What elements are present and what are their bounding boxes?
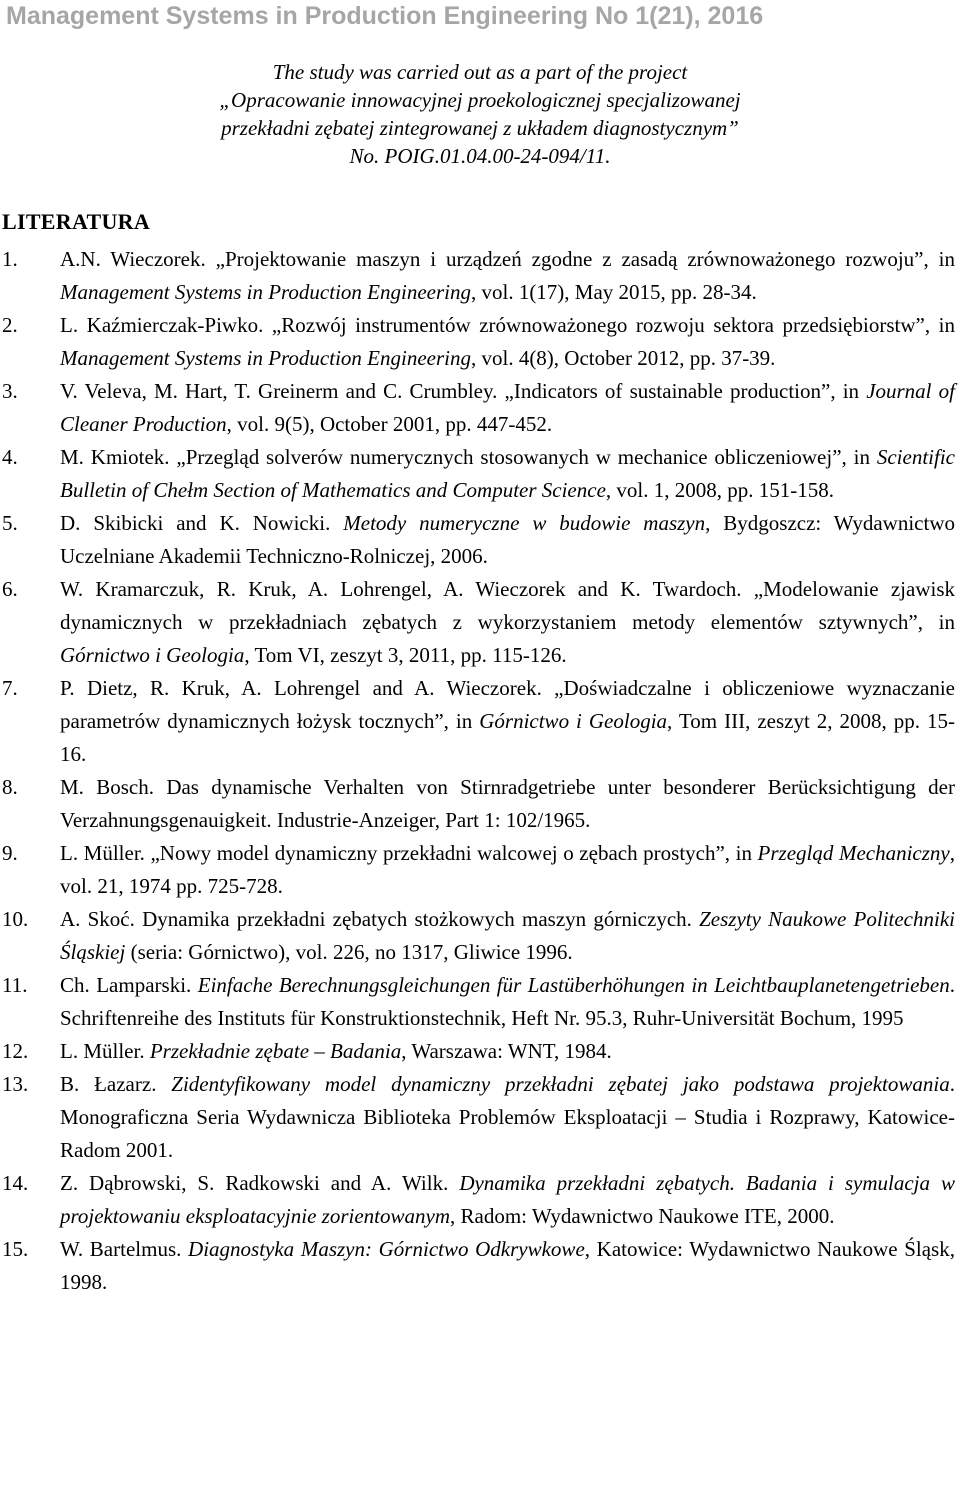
reference-source-title: Górnictwo i Geologia bbox=[479, 709, 668, 733]
reference-text bbox=[60, 672, 955, 771]
reference-text-segment: B. Łazarz. bbox=[60, 1072, 172, 1096]
reference-text-segment: Ch. Lamparski. bbox=[60, 973, 198, 997]
reference-text bbox=[60, 243, 955, 309]
reference-text bbox=[60, 1167, 955, 1233]
reference-text-segment: , vol. 4(8), October 2012, pp. 37-39. bbox=[470, 346, 776, 370]
reference-text-segment: , Tom III, zeszyt 2, 2008, pp. 15-16. bbox=[60, 709, 956, 766]
reference-text-segment: V. Veleva, M. Hart, T. Greinerm and C. Crumbley. „Indicators of sustainable production”, in bbox=[60, 379, 867, 403]
reference-source-title: Zeszyty Naukowe Politechniki Śląskiej bbox=[60, 907, 955, 964]
reference-text-segment: (seria: Górnictwo), vol. 226, no 1317, Gliwice 1996. bbox=[125, 940, 573, 964]
reference-source-title: Journal of Cleaner Production bbox=[60, 379, 955, 436]
reference-text-segment: M. Bosch. Das dynamische Verhalten von Stirnradgetriebe unter besonderer Berücksichtigung der Verzahnungsgenauigkeit. Industrie-Anzeiger, Part 1: 102/1965. bbox=[60, 775, 955, 832]
reference-item bbox=[2, 1068, 955, 1167]
reference-text-segment: . Monograficzna Seria Wydawnicza Biblioteka Problemów Eksploatacji – Studia i Rozprawy, Katowice-Radom 2001. bbox=[60, 1072, 955, 1162]
reference-item bbox=[2, 837, 955, 903]
reference-text bbox=[60, 903, 955, 969]
reference-source-title: Górnictwo i Geologia bbox=[60, 643, 245, 667]
reference-item bbox=[2, 243, 955, 309]
reference-text bbox=[60, 1035, 955, 1068]
reference-text bbox=[60, 441, 955, 507]
reference-number: 14. bbox=[2, 1171, 29, 1195]
reference-item bbox=[2, 771, 955, 837]
project-line: No. POIG.01.04.00-24-094/11. bbox=[349, 144, 611, 168]
reference-number: 1. bbox=[2, 247, 18, 271]
reference-text-segment: L. Müller. bbox=[60, 1039, 150, 1063]
reference-source-title: Management Systems in Production Engineering bbox=[60, 280, 471, 304]
reference-text-segment: W. Kramarczuk, R. Kruk, A. Lohrengel, A. Wieczorek and K. Twardoch. „Modelowanie zjawisk dynamicznych w przekładniach zębatych z wykorzystaniem metody elementów sztywnych”, in bbox=[60, 577, 955, 634]
reference-item bbox=[2, 903, 955, 969]
reference-text-segment: L. Kaźmierczak-Piwko. „Rozwój instrumentów zrównoważonego rozwoju sektora przedsiębiorstw”, in bbox=[60, 313, 955, 337]
reference-item bbox=[2, 309, 955, 375]
reference-item bbox=[2, 969, 955, 1035]
reference-text-segment: , Bydgoszcz: Wydawnictwo Uczelniane Akademii Techniczno-Rolniczej, 2006. bbox=[60, 511, 955, 568]
reference-number: 12. bbox=[2, 1039, 29, 1063]
reference-number: 7. bbox=[2, 676, 18, 700]
project-line: „Opracowanie innowacyjnej proekologicznej specjalizowanej bbox=[219, 88, 741, 112]
reference-number: 8. bbox=[2, 775, 18, 799]
reference-number: 2. bbox=[2, 313, 18, 337]
reference-source-title: Management Systems in Production Engineering bbox=[60, 346, 471, 370]
reference-source-title: Zidentyfikowany model dynamiczny przekładni zębatej jako podstawa projektowania bbox=[171, 1072, 950, 1096]
reference-source-title: Metody numeryczne w budowie maszyn bbox=[343, 511, 706, 535]
reference-list bbox=[2, 243, 955, 1299]
reference-text-segment: , Radom: Wydawnictwo Naukowe ITE, 2000. bbox=[450, 1204, 835, 1228]
reference-number: 13. bbox=[2, 1072, 29, 1096]
reference-text-segment: . Schriftenreihe des Instituts für Konstruktionstechnik, Heft Nr. 95.3, Ruhr-Universität Bochum, 1995 bbox=[60, 973, 956, 1030]
reference-source-title: Diagnostyka Maszyn: Górnictwo Odkrywkowe bbox=[188, 1237, 585, 1261]
reference-source-title: Dynamika przekładni zębatych. Badania i symulacja w projektowaniu eksploatacyjnie zorientowanym bbox=[60, 1171, 955, 1228]
reference-text-segment: , vol. 9(5), October 2001, pp. 447-452. bbox=[226, 412, 553, 436]
reference-text-segment: A.N. Wieczorek. „Projektowanie maszyn i urządzeń zgodne z zasadą zrównoważonego rozwoju”, in bbox=[60, 247, 955, 271]
reference-text-segment: W. Bartelmus. bbox=[60, 1237, 189, 1261]
reference-text-segment: , vol. 21, 1974 pp. 725-728. bbox=[60, 841, 955, 898]
reference-item bbox=[2, 1233, 955, 1299]
project-line: The study was carried out as a part of the project bbox=[272, 60, 688, 84]
reference-source-title: Przekładnie zębate – Badania bbox=[149, 1039, 402, 1063]
journal-header: Management Systems in Production Engineering No 1(21), 2016 bbox=[6, 2, 764, 30]
reference-number: 10. bbox=[2, 907, 29, 931]
reference-text-segment: A. Skoć. Dynamika przekładni zębatych stożkowych maszyn górniczych. bbox=[60, 907, 700, 931]
reference-item bbox=[2, 1035, 955, 1068]
reference-text-segment: , Katowice: Wydawnictwo Naukowe Śląsk, 1998. bbox=[60, 1237, 955, 1294]
reference-text-segment: , vol. 1(17), May 2015, pp. 28-34. bbox=[470, 280, 757, 304]
project-acknowledgement bbox=[0, 58, 960, 170]
reference-number: 3. bbox=[2, 379, 18, 403]
reference-source-title: Przegląd Mechaniczny bbox=[757, 841, 950, 865]
reference-text-segment: , Tom VI, zeszyt 3, 2011, pp. 115-126. bbox=[244, 643, 567, 667]
reference-text-segment: M. Kmiotek. „Przegląd solverów numerycznych stosowanych w mechanice obliczeniowej”, in bbox=[60, 445, 877, 469]
reference-text-segment: P. Dietz, R. Kruk, A. Lohrengel and A. Wieczorek. „Doświadczalne i obliczeniowe wyznaczanie parametrów dynamicznych łożysk tocznych”, in bbox=[60, 676, 955, 733]
reference-text bbox=[60, 375, 955, 441]
reference-text bbox=[60, 837, 955, 903]
reference-text bbox=[60, 969, 955, 1035]
reference-text-segment: , vol. 1, 2008, pp. 151-158. bbox=[605, 478, 834, 502]
reference-item bbox=[2, 507, 955, 573]
reference-item bbox=[2, 672, 955, 771]
reference-source-title: Einfache Berechnungsgleichungen für Lastüberhöhungen in Leichtbauplanetengetrieben bbox=[197, 973, 950, 997]
reference-source-title: Scientific Bulletin of Chełm Section of Mathematics and Computer Science bbox=[60, 445, 955, 502]
reference-number: 6. bbox=[2, 577, 18, 601]
reference-item bbox=[2, 375, 955, 441]
reference-text-segment: , Warszawa: WNT, 1984. bbox=[401, 1039, 612, 1063]
reference-item bbox=[2, 573, 955, 672]
reference-text bbox=[60, 573, 955, 672]
reference-text bbox=[60, 1233, 955, 1299]
reference-number: 15. bbox=[2, 1237, 29, 1261]
reference-number: 9. bbox=[2, 841, 18, 865]
reference-text-segment: Z. Dąbrowski, S. Radkowski and A. Wilk. bbox=[60, 1171, 460, 1195]
reference-text bbox=[60, 309, 955, 375]
reference-number: 5. bbox=[2, 511, 18, 535]
reference-text-segment: D. Skibicki and K. Nowicki. bbox=[60, 511, 344, 535]
reference-item bbox=[2, 441, 955, 507]
reference-text-segment: L. Müller. „Nowy model dynamiczny przekładni walcowej o zębach prostych”, in bbox=[60, 841, 758, 865]
project-line: przekładni zębatej zintegrowanej z układem diagnostycznym” bbox=[221, 116, 739, 140]
reference-number: 4. bbox=[2, 445, 18, 469]
reference-number: 11. bbox=[2, 973, 28, 997]
reference-text bbox=[60, 771, 955, 837]
reference-item bbox=[2, 1167, 955, 1233]
reference-text bbox=[60, 507, 955, 573]
reference-text bbox=[60, 1068, 955, 1167]
literature-heading: LITERATURA bbox=[2, 209, 151, 234]
